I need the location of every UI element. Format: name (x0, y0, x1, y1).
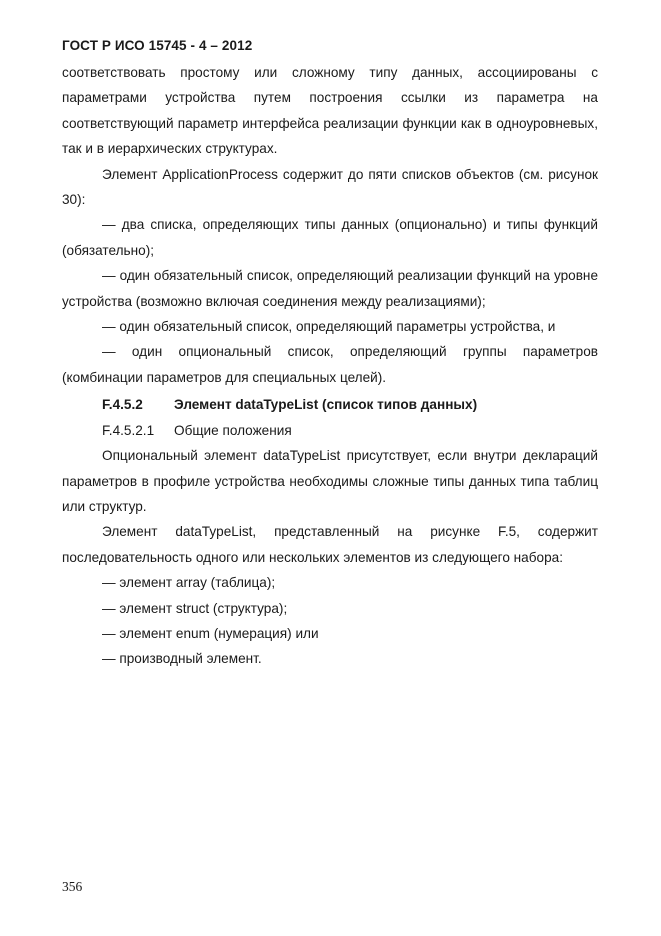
list-item: — элемент enum (нумерация) или (102, 625, 319, 641)
document-header: ГОСТ Р ИСО 15745 - 4 – 2012 (62, 38, 253, 53)
list-item: — два списка, определяющих типы данных (опционально) и типы функций (обязательно); (62, 217, 598, 258)
paragraph-datatypelist-optional: Опциональный элемент dataTypeList присутствует, если внутри деклараций параметров в профиле устройства необходимы сложные типы данных типа таблиц или структур. (62, 448, 598, 514)
document-body (62, 60, 598, 672)
section-title: Элемент dataTypeList (список типов данных) (174, 397, 478, 413)
paragraph-continuation: соответствовать простому или сложному типу данных, ассоциированы с параметрами устройства путем построения ссылки из параметра на соответствующий параметр интерфейса реализации функции как в одноуровневых, так и в иерархических структурах. (62, 65, 598, 157)
paragraph-application-process: Элемент ApplicationProcess содержит до пяти списков объектов (см. рисунок 30): (62, 166, 598, 208)
page-number: 356 (62, 879, 83, 894)
list-item: — производный элемент. (102, 651, 262, 667)
list-item: — один обязательный список, определяющий параметры устройства, и (102, 319, 556, 335)
list-item: — один опциональный список, определяющий группы параметров (комбинации параметров для специальных целей). (62, 344, 598, 385)
list-item: — элемент array (таблица); (102, 575, 276, 591)
section-heading (62, 392, 598, 417)
list-item: — элемент struct (структура); (102, 600, 288, 616)
paragraph-datatypelist-content: Элемент dataTypeList, представленный на рисунке F.5, содержит последовательность одного или нескольких элементов из следующего набора: (62, 524, 598, 565)
subsection-heading (62, 418, 598, 443)
list-item: — один обязательный список, определяющий реализации функций на уровне устройства (возможно включая соединения между реализациями); (62, 268, 598, 309)
subsection-title: Общие положения (174, 422, 292, 438)
section-number: F.4.5.2 (102, 397, 143, 413)
subsection-number: F.4.5.2.1 (102, 422, 155, 438)
